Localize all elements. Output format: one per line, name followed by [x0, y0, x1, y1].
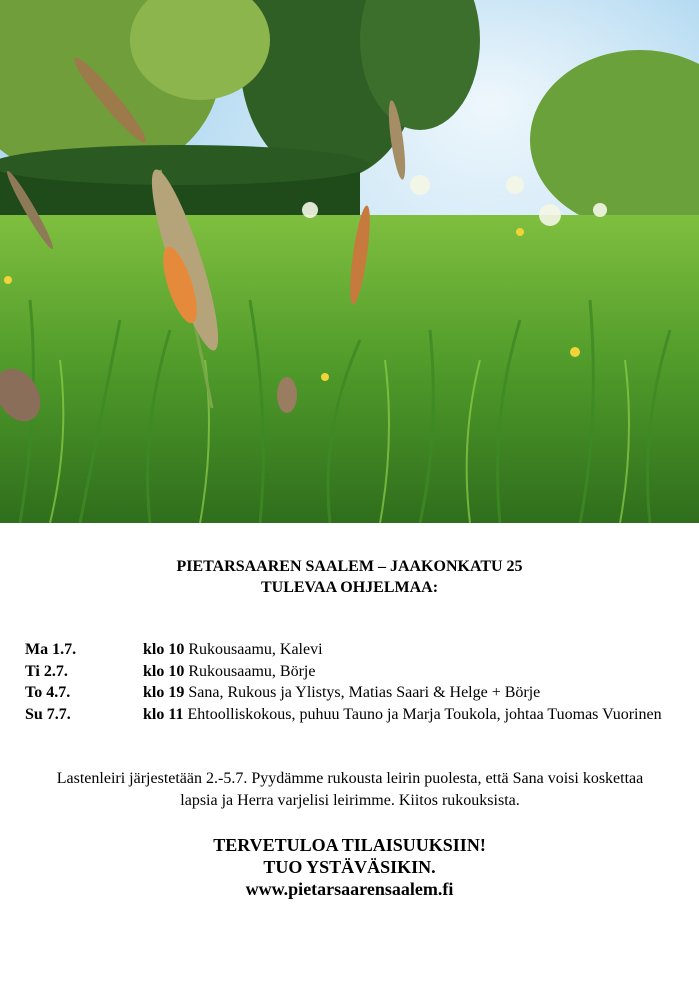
website-link[interactable]: www.pietarsaarensaalem.fi	[245, 879, 454, 899]
schedule-time: klo 19	[143, 684, 185, 701]
schedule-day: Ti 2.7.	[25, 662, 68, 680]
schedule-text: Rukousaamu, Kalevi	[188, 641, 323, 658]
schedule-time: klo 10	[143, 641, 185, 658]
camp-note: Lastenleiri järjestetään 2.-5.7. Pyydämme rukousta leirin puolesta, että Sana voisi koskettaa lapsia ja Herra varjelisi leirimme. Kiitos rukouksista.	[56, 770, 644, 809]
schedule-text: Sana, Rukous ja Ylistys, Matias Saari & Helge + Börje	[188, 684, 541, 701]
schedule-row	[25, 704, 675, 726]
schedule-list	[25, 639, 675, 725]
schedule-day: To 4.7.	[25, 684, 71, 701]
schedule-event	[143, 639, 675, 661]
header	[0, 556, 699, 598]
schedule-text: Ehtoolliskokous, puhuu Tauno ja Marja Toukola, johtaa Tuomas Vuorinen	[187, 705, 662, 723]
schedule-day: Ma 1.7.	[25, 641, 77, 658]
schedule-text: Rukousaamu, Börje	[188, 662, 316, 680]
schedule-event	[143, 661, 675, 683]
schedule-row	[25, 661, 675, 683]
schedule-time: klo 11	[143, 705, 184, 723]
schedule-row	[25, 639, 675, 661]
schedule-day: Su 7.7.	[25, 705, 71, 723]
invite-line: TUO YSTÄVÄSIKIN.	[263, 857, 436, 877]
schedule-row	[25, 682, 675, 704]
header-title: PIETARSAAREN SAALEM – JAAKONKATU 25	[176, 558, 523, 575]
welcome-block	[0, 834, 699, 900]
schedule-event	[143, 704, 675, 726]
header-subtitle: TULEVAA OHJELMAA:	[260, 579, 439, 596]
schedule-event	[143, 682, 675, 704]
schedule-time: klo 10	[143, 662, 185, 680]
welcome-line: TERVETULOA TILAISUUKSIIN!	[213, 835, 486, 855]
